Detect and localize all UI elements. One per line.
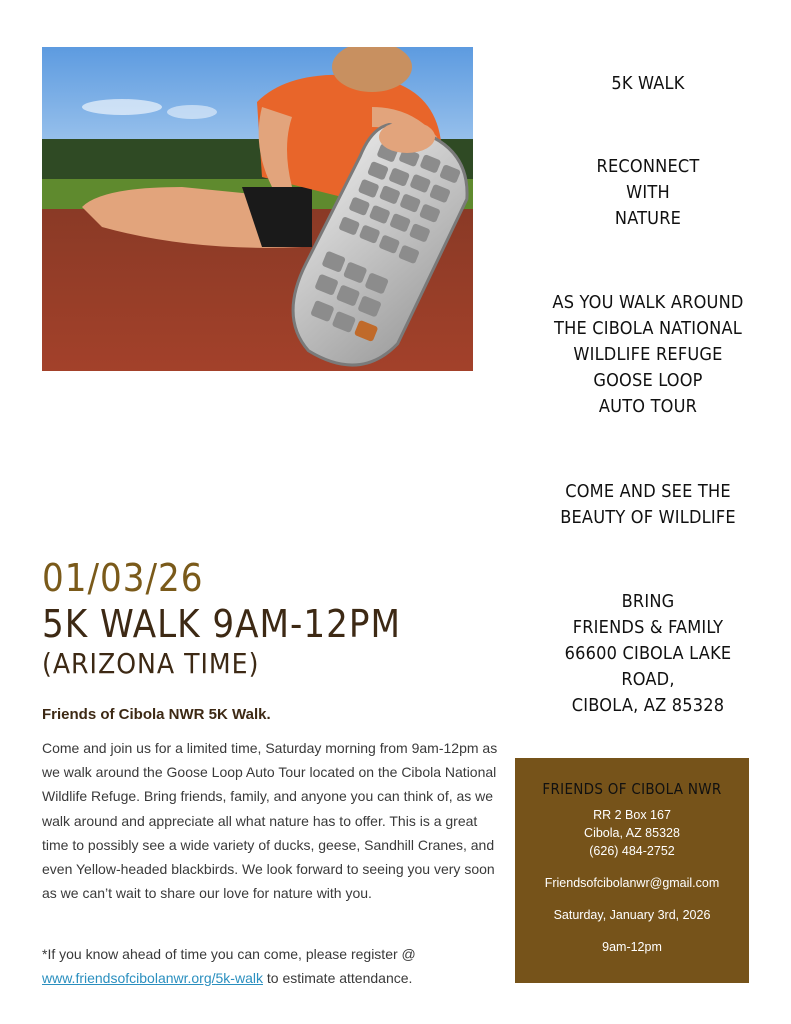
shoe-photo-icon xyxy=(42,47,473,371)
walk-around-line-4: GOOSE LOOP xyxy=(593,370,703,391)
registration-link[interactable]: www.friendsofcibolanwr.org/5k-walk xyxy=(42,970,263,986)
walk-around-block xyxy=(520,290,776,420)
running-shoe-photo xyxy=(42,47,473,371)
contact-address xyxy=(515,806,749,860)
event-time-heading: 5K WALK 9AM-12PM xyxy=(42,602,402,646)
walk-around-line-3: WILDLIFE REFUGE xyxy=(573,344,723,365)
bring-line-2: FRIENDS & FAMILY xyxy=(572,617,724,638)
contact-phone: (626) 484-2752 xyxy=(589,844,675,858)
contact-box xyxy=(515,758,749,983)
right-title xyxy=(520,71,776,97)
bring-line-3: 66600 CIBOLA LAKE xyxy=(564,643,732,664)
reconnect-block xyxy=(520,154,776,232)
walk-around-line-5: AUTO TOUR xyxy=(598,396,698,417)
contact-org-name: FRIENDS OF CIBOLA NWR xyxy=(542,780,722,798)
bring-line-5: CIBOLA, AZ 85328 xyxy=(571,695,725,716)
body-paragraph: Come and join us for a limited time, Saturday morning from 9am-12pm as we walk around the Goose Loop Auto Tour located on the Cibola National Wildlife Refuge. Bring friends, family, and anyone you can think of, as we walk around and appreciate all what nature has to offer. This is a great time to possibly see a wide variety of ducks, geese, Sandhill Cranes, and even Yellow-headed blackbirds. We look forward to seeing you very soon as we can’t wait to share our love for nature with you. xyxy=(42,740,498,902)
come-see-line-1: COME AND SEE THE xyxy=(565,481,731,502)
contact-address-line-2: Cibola, AZ 85328 xyxy=(584,826,680,840)
note-prefix: *If you know ahead of time you can come, please register @ xyxy=(42,946,416,962)
contact-address-line-1: RR 2 Box 167 xyxy=(593,808,671,822)
registration-note xyxy=(42,942,512,990)
contact-time: 9am-12pm xyxy=(602,940,662,954)
event-date-heading: 01/03/26 xyxy=(42,556,204,600)
body-subhead: Friends of Cibola NWR 5K Walk. xyxy=(42,706,271,723)
reconnect-line-2: WITH xyxy=(626,182,670,203)
come-see-line-2: BEAUTY OF WILDLIFE xyxy=(560,507,736,528)
contact-email[interactable]: Friendsofcibolanwr@gmail.com xyxy=(544,876,720,890)
bring-line-1: BRING xyxy=(621,591,675,612)
reconnect-line-3: NATURE xyxy=(614,208,682,229)
right-title-text: 5K WALK xyxy=(611,73,685,94)
walk-around-line-2: THE CIBOLA NATIONAL xyxy=(554,318,742,339)
come-see-block xyxy=(520,479,776,531)
bring-line-4: ROAD, xyxy=(621,669,675,690)
walk-around-line-1: AS YOU WALK AROUND xyxy=(552,292,744,313)
bring-block xyxy=(520,589,776,719)
reconnect-line-1: RECONNECT xyxy=(596,156,700,177)
contact-date: Saturday, January 3rd, 2026 xyxy=(553,908,711,922)
note-suffix: to estimate attendance. xyxy=(262,970,413,986)
timezone-heading: (ARIZONA TIME) xyxy=(42,647,260,680)
